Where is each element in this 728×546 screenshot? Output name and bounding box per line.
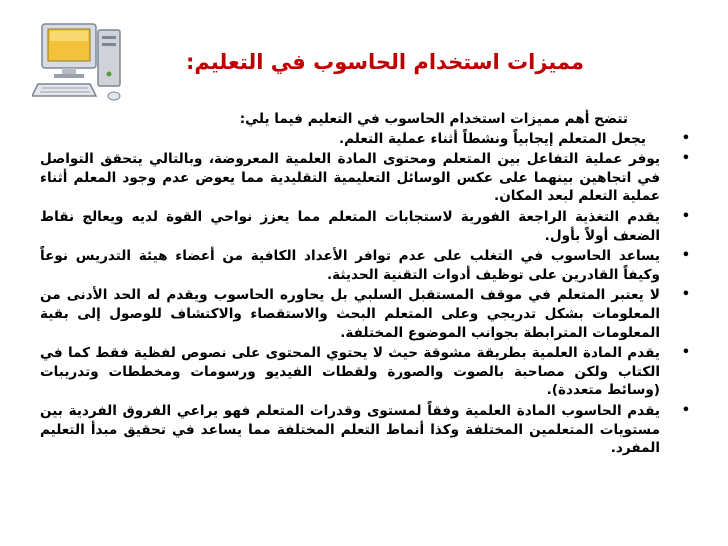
bullet-icon: • <box>681 151 690 167</box>
list-item-text: يقدم الحاسوب المادة العلمية وفقاً لمستوى وقدرات المتعلم فهو يراعي الفروق الفردية بين مستويات المتعلمين المختلفة وكذا أنماط التعلم المختلفة مما يساعد في تحقيق مبدأ التعليم المفرد. <box>40 402 660 457</box>
list-item-text: يجعل المتعلم إيجابياً ونشطاً أثناء عملية التعلم. <box>338 130 646 147</box>
slide-body <box>40 110 690 460</box>
list-item <box>40 344 690 400</box>
list-item <box>40 286 690 342</box>
bullet-icon: • <box>681 130 690 146</box>
bullet-icon: • <box>681 287 690 303</box>
bullet-icon: • <box>681 208 690 224</box>
list-item <box>40 130 690 149</box>
bullet-icon: • <box>681 402 690 418</box>
bullet-icon: • <box>681 248 690 264</box>
list-item-text: يقدم التغذية الراجعة الفورية لاستجابات المتعلم مما يعزز نواحي القوة لديه ويعالج نقاط الضعف أولاً بأول. <box>40 208 660 244</box>
computer-icon <box>32 18 132 108</box>
list-item <box>40 208 690 245</box>
slide-title: مميزات استخدام الحاسوب في التعليم: <box>185 50 585 74</box>
list-item-text: يساعد الحاسوب في التغلب على عدم توافر الأعداد الكافية من أعضاء هيئة التدريس نوعاً وكيفاً القادرين على توظيف أدوات التقنية الحديثة. <box>40 248 660 283</box>
bullet-list <box>40 130 690 458</box>
list-item <box>40 247 690 284</box>
list-item-text: لا يعتبر المتعلم في موقف المستقبل السلبي بل يحاوره الحاسوب ويقدم له الحد الأدنى من المعلومات بشكل تدريجي وعلى المتعلم البحث والاستقصاء والاكتشاف للوصول إلى بقية المعلومات المترابطة بجوانب الموضوع المختلفة. <box>40 287 660 341</box>
list-item <box>40 150 690 206</box>
list-item <box>40 402 690 458</box>
list-item-text: يوفر عملية التفاعل بين المتعلم ومحتوى المادة العلمية المعروضة، وبالتالي يتحقق التواصل في اتجاهين بينهما على عكس الوسائل التعليمية التقليدية مما يعوض عدم وجود المعلم أثناء عملية التعلم لبعد المكان. <box>40 151 660 205</box>
bullet-icon: • <box>681 345 690 361</box>
intro-text: تتضح أهم مميزات استخدام الحاسوب في التعليم فيما يلي: <box>239 111 628 127</box>
list-item-text: يقدم المادة العلمية بطريقة مشوقة حيث لا يحتوي المحتوى على نصوص لفظية فقط كما في الكتاب ولكن مصاحبة بالصوت والصورة ولقطات الفيديو ورسومات ومخططات وتدريبات (وسائط متعددة). <box>40 345 660 399</box>
